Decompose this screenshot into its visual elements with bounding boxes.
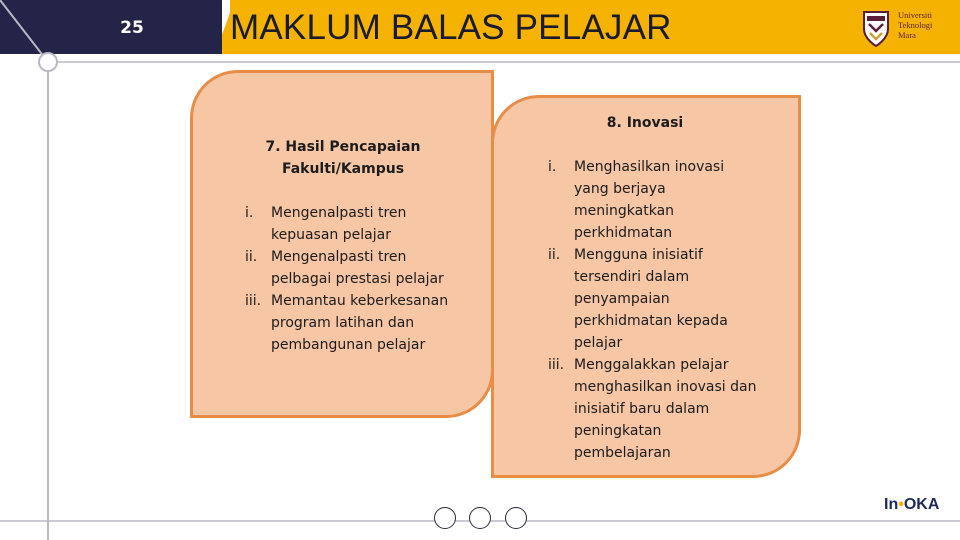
card-right-list bbox=[548, 156, 798, 464]
list-item: i. Mengenalpasti tren kepuasan pelajar bbox=[245, 205, 407, 243]
uitm-crest-icon bbox=[858, 9, 894, 49]
list-item: iii. Memantau keberkesanan program latihan dan pembangunan pelajar bbox=[245, 293, 449, 353]
slide-number: 25 bbox=[120, 18, 144, 38]
list-item: i. Menghasilkan inovasi yang berjaya meningkatkan perkhidmatan bbox=[548, 159, 725, 241]
logo-line-3: Mara bbox=[898, 30, 916, 40]
node-circle-icon bbox=[39, 53, 57, 71]
card-right-title: 8. Inovasi bbox=[606, 115, 684, 131]
pager-dot-2[interactable] bbox=[469, 507, 491, 529]
card-left-list bbox=[245, 202, 485, 356]
card-left-title: 7. Hasil Pencapaian Fakulti/Kampus bbox=[265, 139, 421, 177]
pager-dot-3[interactable] bbox=[505, 507, 527, 529]
list-item: ii. Mengguna inisiatif tersendiri dalam penyampaian perkhidmatan kepada pelajar bbox=[548, 247, 728, 351]
inoka-logo: In•OKA bbox=[884, 496, 940, 513]
list-item: iii. Menggalakkan pelajar menghasilkan inovasi dan inisiatif baru dalam peningkatan pembelajaran bbox=[548, 357, 757, 461]
page-title: MAKLUM BALAS PELAJAR bbox=[230, 8, 672, 47]
university-logo bbox=[858, 9, 958, 49]
logo-line-2: Teknologi bbox=[898, 20, 933, 30]
logo-line-1: Universiti bbox=[898, 10, 932, 20]
inoka-dot-icon: • bbox=[898, 496, 904, 513]
pager-dot-1[interactable] bbox=[434, 507, 456, 529]
list-item: ii. Mengenalpasti tren pelbagai prestasi pelajar bbox=[245, 249, 444, 287]
